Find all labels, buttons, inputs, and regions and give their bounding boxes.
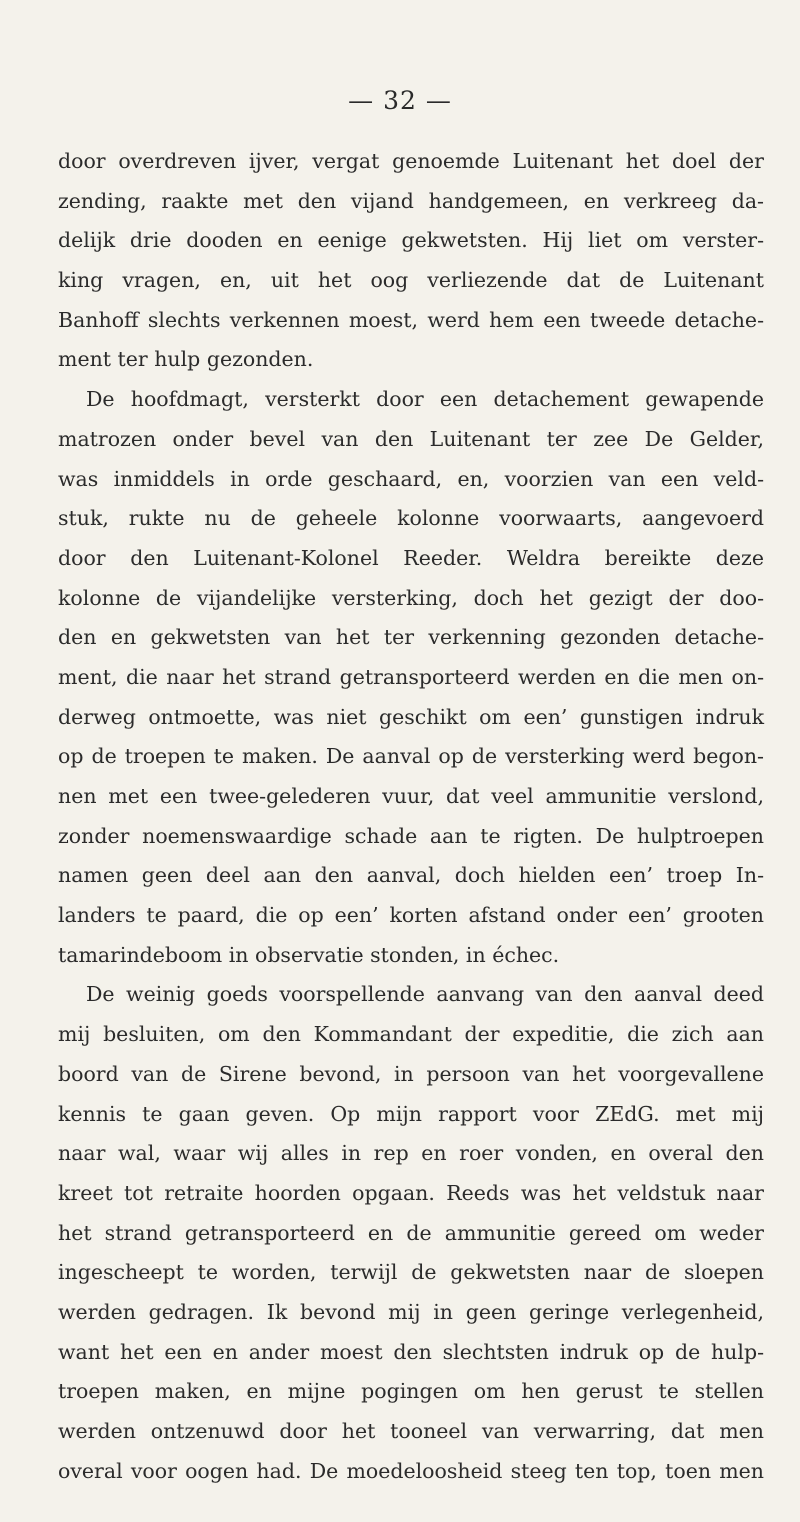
text-line: werden gedragen. Ik bevond mij in geen geringe verlegenheid, <box>58 1299 764 1324</box>
text-line: delijk drie dooden en eenige gekwetsten. Hij liet om verster- <box>58 228 764 253</box>
text-line: landers te paard, die op een’ korten afstand onder een’ grooten <box>58 903 764 928</box>
text-line: want het een en ander moest den slechtsten indruk op de hulp- <box>58 1339 764 1364</box>
page-number: — 32 — <box>348 86 452 115</box>
text-line: derweg ontmoette, was niet geschikt om een’ gunstigen indruk <box>58 704 764 729</box>
text-line: king vragen, en, uit het oog verliezende dat de Luitenant <box>58 268 764 293</box>
text-line: werden ontzenuwd door het tooneel van verwarring, dat men <box>58 1419 764 1443</box>
text-line: door overdreven ijver, vergat genoemde Luitenant het doel der <box>58 149 764 173</box>
text-line: kreet tot retraite hoorden opgaan. Reeds was het veldstuk naar <box>58 1180 764 1205</box>
text-line: ingescheept te worden, terwijl de gekwetsten naar de sloepen <box>58 1260 764 1285</box>
text-line: troepen maken, en mijne pogingen om hen gerust te stellen <box>58 1379 764 1404</box>
text-line: nen met een twee-gelederen vuur, dat veel ammunitie verslond, <box>58 784 764 808</box>
text-line: door den Luitenant-Kolonel Reeder. Weldra bereikte deze <box>58 545 764 570</box>
text-line: ment, die naar het strand getransporteerd werden en die men on- <box>58 664 764 689</box>
text-line: tamarindeboom in observatie stonden, in échec. <box>58 942 560 967</box>
text-line: zending, raakte met den vijand handgemeen, en verkreeg da- <box>58 188 764 213</box>
text-line: boord van de Sirene bevond, in persoon van het voorgevallene <box>58 1061 764 1086</box>
text-line: het strand getransporteerd en de ammunitie gereed om weder <box>58 1220 764 1245</box>
text-line: namen geen deel aan den aanval, doch hielden een’ troep In- <box>58 863 764 888</box>
paragraph-start-line: De weinig goeds voorspellende aanvang van den aanval deed <box>86 982 764 1007</box>
text-line: was inmiddels in orde geschaard, en, voorzien van een veld- <box>58 466 764 491</box>
text-line: stuk, rukte nu de geheele kolonne voorwaarts, aangevoerd <box>58 506 764 531</box>
text-line: matrozen onder bevel van den Luitenant ter zee De Gelder, <box>58 426 764 451</box>
text-line: overal voor oogen had. De moedeloosheid steeg ten top, toen men <box>58 1458 764 1483</box>
body-text <box>58 142 764 1491</box>
text-line: zonder noemenswaardige schade aan te rigten. De hulptroepen <box>58 823 764 848</box>
text-line: mij besluiten, om den Kommandant der expeditie, die zich aan <box>58 1022 764 1047</box>
text-line: op de troepen te maken. De aanval op de versterking werd begon- <box>58 744 764 769</box>
text-line: Banhoff slechts verkennen moest, werd hem een tweede detache- <box>58 307 764 332</box>
paragraph-start-line: De hoofdmagt, versterkt door een detachement gewapende <box>86 387 764 412</box>
text-line: kennis te gaan geven. Op mijn rapport voor ZEdG. met mij <box>58 1101 764 1126</box>
text-line: kolonne de vijandelijke versterking, doch het gezigt der doo- <box>58 585 764 610</box>
text-line: naar wal, waar wij alles in rep en roer vonden, en overal den <box>58 1141 764 1166</box>
text-line: ment ter hulp gezonden. <box>58 347 314 372</box>
text-line: den en gekwetsten van het ter verkenning gezonden detache- <box>58 625 764 650</box>
